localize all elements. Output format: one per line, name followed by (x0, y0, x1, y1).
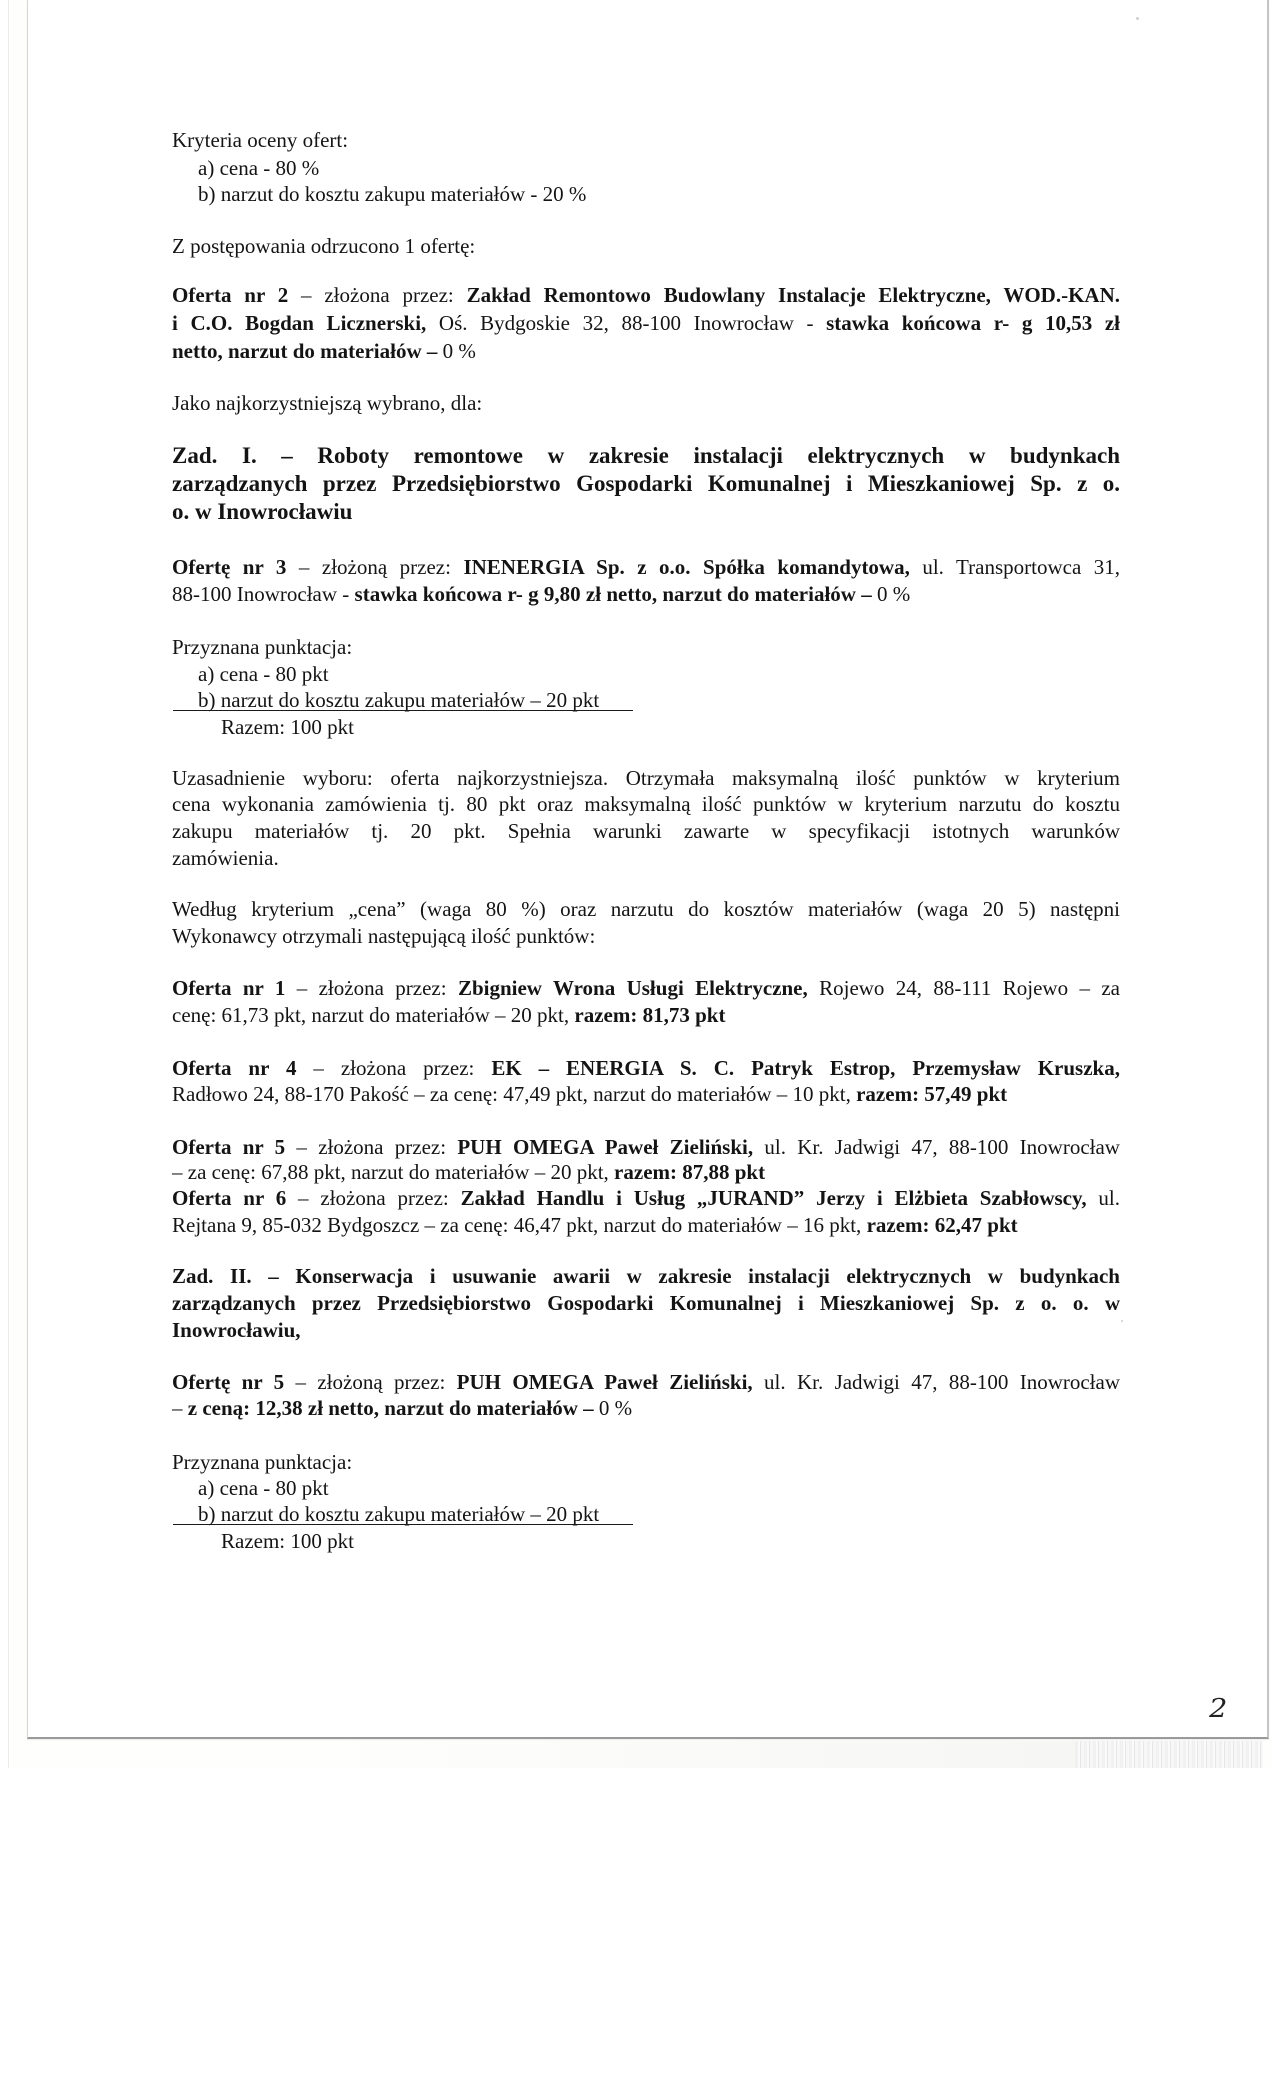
text: – złożona przez: (285, 1135, 458, 1159)
text: – złożona przez: (288, 283, 467, 307)
text-line (172, 1055, 1120, 1081)
bold-text: razem: 62,47 pkt (866, 1213, 1018, 1237)
text-line (221, 714, 354, 740)
text: zakupu materiałów tj. 20 pkt. Spełnia warunki zawarte w specyfikacji istotnych warunków (172, 819, 1120, 843)
text-line (172, 470, 1120, 498)
text: Oś. Bydgoskie 32, 88-100 Inowrocław - (426, 311, 827, 335)
text-line (172, 390, 1120, 416)
text-line (198, 181, 586, 207)
text: – złożoną przez: (286, 555, 464, 579)
text-line (221, 1528, 354, 1554)
text-line (172, 310, 1120, 336)
text: 0 % (598, 1396, 633, 1420)
text-line (172, 554, 1120, 580)
bold-text: stawka końcowa r- g 10,53 zł (826, 311, 1121, 335)
text-line (172, 442, 1120, 470)
text: Przyznana punktacja: (172, 635, 353, 659)
text: Według kryterium „cena” (waga 80 %) oraz narzutu do kosztów materiałów (waga 20 5) następni (172, 897, 1120, 921)
bold-text: Inowrocławiu, (172, 1318, 301, 1342)
text: – złożoną przez: (284, 1370, 457, 1394)
bold-text: i C.O. Bogdan Licznerski, (172, 311, 427, 335)
text: – (172, 1396, 188, 1420)
text-line (172, 1449, 1120, 1475)
text: – złożona przez: (296, 1056, 492, 1080)
bold-text: Zad. II. – Konserwacja i usuwanie awarii w zakresie instalacji elektrycznych w budynkach (172, 1264, 1120, 1288)
bold-text: o. w Inowrocławiu (172, 499, 353, 524)
text: b) narzut do kosztu zakupu materiałów – 20 pkt (198, 1502, 600, 1526)
text-line (172, 127, 1120, 153)
text-line (172, 1212, 1120, 1238)
text: ul. Transportowca 31, (909, 555, 1121, 579)
text: Kryteria oceny ofert: (172, 128, 349, 152)
text: ul. (1086, 1186, 1120, 1210)
text-line (172, 765, 1120, 791)
text-line (172, 791, 1120, 817)
bold-text: Oferta nr 2 (172, 283, 289, 307)
text: 0 % (442, 339, 476, 363)
text-line (172, 923, 1120, 949)
underline-rule (173, 710, 633, 711)
text-line (172, 975, 1120, 1001)
text: Razem: 100 pkt (221, 1529, 354, 1553)
bold-text: zarządzanych przez Przedsiębiorstwo Gospodarki Komunalnej i Mieszkaniowej Sp. z o. o. w (172, 1291, 1120, 1315)
text: cenę: 61,73 pkt, narzut do materiałów – 20 pkt, (172, 1003, 575, 1027)
text: Przyznana punktacja: (172, 1450, 353, 1474)
text: a) cena - 80 pkt (198, 662, 329, 686)
text: 88-100 Inowrocław - (172, 582, 355, 606)
bold-text: EK – ENERGIA S. C. Patryk Estrop, Przemysław Kruszka, (491, 1056, 1120, 1080)
bold-text: zarządzanych przez Przedsiębiorstwo Gospodarki Komunalnej i Mieszkaniowej Sp. z o. (172, 471, 1120, 496)
text-line (172, 634, 1120, 660)
text: – złożona przez: (286, 1186, 461, 1210)
bold-text: Oferta nr 6 (172, 1186, 287, 1210)
scan-speck (1136, 17, 1139, 20)
text: Razem: 100 pkt (221, 715, 354, 739)
bold-text: Zakład Remontowo Budowlany Instalacje Elektryczne, WOD.-KAN. (466, 283, 1120, 307)
text-line (172, 1002, 1120, 1028)
text: – złożona przez: (285, 976, 458, 1000)
text-line (172, 233, 1120, 259)
text: Jako najkorzystniejszą wybrano, dla: (172, 391, 483, 415)
text-line (172, 1081, 1120, 1107)
text-line (172, 1134, 1120, 1160)
text-line (198, 155, 319, 181)
scan-speck (1121, 1320, 1123, 1322)
text-line (172, 1263, 1120, 1289)
text: Rojewo 24, 88-111 Rojewo – za (807, 976, 1120, 1000)
scan-edge-shadow (300, 1741, 1075, 1768)
text-line (172, 498, 1120, 526)
text-line (172, 1317, 1120, 1343)
bold-text: Zad. I. – Roboty remontowe w zakresie instalacji elektrycznych w budynkach (172, 443, 1120, 468)
text-line (172, 896, 1120, 922)
bold-text: razem: 81,73 pkt (574, 1003, 726, 1027)
text: 0 % (876, 582, 911, 606)
text: cena wykonania zamówienia tj. 80 pkt oraz maksymalną ilość punktów w kryterium narzutu do kosztu (172, 792, 1120, 816)
bold-text: Oferta nr 5 (172, 1135, 286, 1159)
text-line (172, 338, 1120, 364)
bold-text: Zakład Handlu i Usług „JURAND” Jerzy i Elżbieta Szabłowscy, (460, 1186, 1087, 1210)
text-line (172, 1185, 1120, 1211)
bold-text: Oferta nr 1 (172, 976, 286, 1000)
bold-text: Oferta nr 4 (172, 1056, 297, 1080)
bold-text: INENERGIA Sp. z o.o. Spółka komandytowa, (463, 555, 910, 579)
text: Wykonawcy otrzymali następującą ilość punktów: (172, 924, 596, 948)
text-line (172, 1290, 1120, 1316)
bold-text: Zbigniew Wrona Usługi Elektryczne, (457, 976, 808, 1000)
text: Uzasadnienie wyboru: oferta najkorzystniejsza. Otrzymała maksymalną ilość punktów w kryterium (172, 766, 1120, 790)
bold-text: PUH OMEGA Paweł Zieliński, (456, 1370, 753, 1394)
bold-text: Ofertę nr 5 (172, 1370, 285, 1394)
text: Z postępowania odrzucono 1 ofertę: (172, 234, 476, 258)
page-number: 2 (1209, 1694, 1228, 1724)
text: Radłowo 24, 88-170 Pakość – za cenę: 47,49 pkt, narzut do materiałów – 10 pkt, (172, 1082, 857, 1106)
text-line (172, 1369, 1120, 1395)
text-line (172, 282, 1120, 308)
text: – za cenę: 67,88 pkt, narzut do materiałów – 20 pkt, (172, 1160, 615, 1184)
text-line (198, 1475, 329, 1501)
underline-rule (173, 1524, 633, 1525)
bold-text: netto, narzut do materiałów – (172, 339, 443, 363)
text: a) cena - 80 % (198, 156, 320, 180)
text: a) cena - 80 pkt (198, 1476, 329, 1500)
text: b) narzut do kosztu zakupu materiałów - 20 % (198, 182, 587, 206)
bold-text: stawka końcowa r- g 9,80 zł netto, narzut do materiałów – (354, 582, 877, 606)
scan-edge-stripes (1075, 1741, 1263, 1768)
text: zamówienia. (172, 846, 279, 870)
text: b) narzut do kosztu zakupu materiałów – 20 pkt (198, 688, 600, 712)
bold-text: Ofertę nr 3 (172, 555, 287, 579)
text-line (198, 661, 329, 687)
text: ul. Kr. Jadwigi 47, 88-100 Inowrocław (752, 1370, 1120, 1394)
text-line (172, 1159, 1120, 1185)
text-line (172, 818, 1120, 844)
text-line (172, 1395, 1120, 1421)
bold-text: z ceną: 12,38 zł netto, narzut do materiałów – (187, 1396, 599, 1420)
bold-text: razem: 57,49 pkt (856, 1082, 1008, 1106)
bold-text: razem: 87,88 pkt (614, 1160, 766, 1184)
text: ul. Kr. Jadwigi 47, 88-100 Inowrocław (753, 1135, 1120, 1159)
text: Rejtana 9, 85-032 Bydgoszcz – za cenę: 46,47 pkt, narzut do materiałów – 16 pkt, (172, 1213, 867, 1237)
text-line (172, 581, 1120, 607)
text-line (172, 845, 1120, 871)
bold-text: PUH OMEGA Paweł Zieliński, (457, 1135, 754, 1159)
